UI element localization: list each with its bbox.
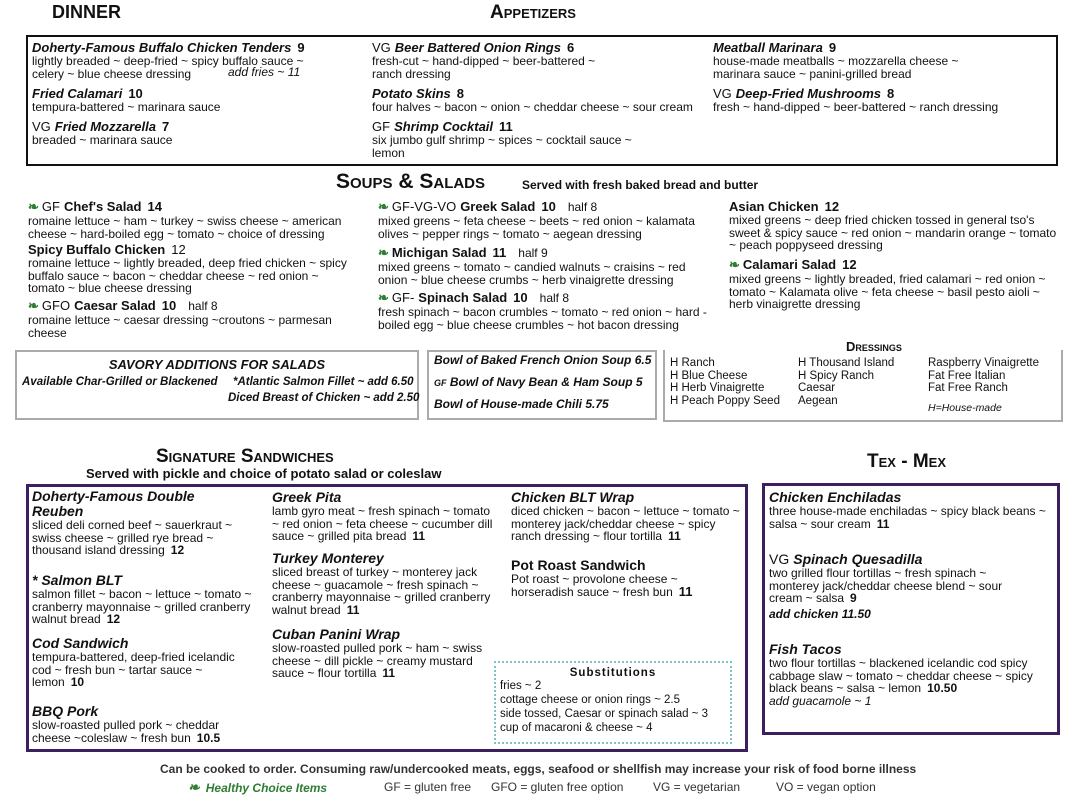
appetizers-title: Appetizers [490, 2, 576, 23]
dressings-title: Dressings [843, 339, 905, 354]
salad-item: ❧ GF Chef's Salad 14 romaine lettuce ~ ham ~ turkey ~ swiss cheese ~ american cheese ~ hard-boiled egg ~ tomato ~ choice of dressing [28, 199, 342, 241]
footer-gfo: GFO = gluten free option [491, 780, 624, 794]
sandwich-item: Greek Pita lamb gyro meat ~ fresh spinach ~ tomato ~ red onion ~ feta cheese ~ cucumber dill sauce ~ grilled pita bread 11 [272, 489, 493, 543]
appetizer-item: VG Fried Mozzarella 7 breaded ~ marinara sauce [32, 119, 173, 147]
leaf-icon: ❧ [28, 298, 39, 313]
footer-gf: GF = gluten free [384, 780, 472, 794]
soup-item: GF Bowl of Navy Bean & Ham Soup 5 [434, 375, 643, 389]
sandwich-item: Pot Roast Sandwich Pot roast ~ provolone cheese ~ horseradish sauce ~ fresh bun 11 [511, 557, 693, 599]
savory-line: Available Char-Grilled or Blackened [22, 376, 218, 388]
leaf-icon: ❧ [378, 245, 389, 260]
dinner-label: DINNER [52, 2, 122, 22]
sandwich-item: Cod Sandwich tempura-battered, deep-fried icelandic cod ~ fresh bun ~ tartar sauce ~ lemon 10 [32, 635, 235, 689]
dressings-col-1: H Ranch H Blue Cheese H Herb Vinaigrette H Peach Poppy Seed [670, 357, 780, 407]
salad-item: ❧ GF-VG-VO Greek Salad 10 half 8 mixed greens ~ feta cheese ~ beets ~ red onion ~ kalamata olives ~ pepper rings ~ tomato ~ aegean dressing [378, 199, 695, 241]
sandwich-item: Cuban Panini Wrap slow-roasted pulled pork ~ ham ~ swiss cheese ~ dill pickle ~ creamy mustard sauce ~ flour tortilla 11 [272, 626, 483, 680]
soup-item: Bowl of House-made Chili 5.75 [434, 397, 609, 411]
salad-item: ❧ Michigan Salad 11 half 9 mixed greens ~ tomato ~ candied walnuts ~ craisins ~ red onion ~ blue cheese crumbs ~ herb vinaigrette dressing [378, 245, 686, 287]
salad-item: Asian Chicken 12 mixed greens ~ deep fried chicken tossed in general tso's sweet & spicy sauce ~ red onion ~ mandarin orange ~ tomato ~ peach poppyseed dressing [729, 199, 1057, 252]
leaf-icon: ❧ [729, 257, 740, 272]
footer-vg: VG = vegetarian [653, 780, 741, 794]
sandwich-item: Doherty-Famous Double Reuben sliced deli corned beef ~ sauerkraut ~ swiss cheese ~ grilled rye bread ~ thousand island dressing 12 [32, 488, 233, 557]
sandwich-item: * Salmon BLT salmon fillet ~ bacon ~ lettuce ~ tomato ~ cranberry mayonnaise ~ grilled cranberry walnut bread 12 [32, 572, 252, 626]
sandwiches-title: Signature Sandwiches [156, 446, 334, 467]
texmex-title: Tex - Mex [867, 451, 947, 472]
leaf-icon: ❧ [188, 779, 200, 795]
salad-item: ❧ Calamari Salad 12 mixed greens ~ lightly breaded, fried calamari ~ red onion ~ tomato ~ Kalamata olive ~ feta cheese ~ basil pesto aioli ~ herb vinaigrette dressing [729, 257, 1046, 311]
texmex-item: Fish Tacos two flour tortillas ~ blackened icelandic cod spicy cabbage slaw ~ tomato ~ cheddar cheese ~ spicy black beans ~ salsa ~ lemon 10.50 add guacamole ~ 1 [769, 641, 1033, 708]
appetizer-item: Meatball Marinara 9 house-made meatballs ~ mozzarella cheese ~ marinara sauce ~ panini-grilled bread [713, 40, 959, 81]
footer-notice: Can be cooked to order. Consuming raw/undercooked meats, eggs, seafood or shellfish may increase your risk of food borne illness [160, 762, 917, 776]
salad-item: Spicy Buffalo Chicken 12 romaine lettuce ~ lightly breaded, deep fried chicken ~ spicy buffalo sauce ~ bacon ~ cheddar cheese ~ red onion ~ tomato ~ blue cheese dressing [28, 242, 347, 295]
appetizer-item: GF Shrimp Cocktail 11 six jumbo gulf shrimp ~ spices ~ cocktail sauce ~ lemon [372, 119, 632, 160]
sandwich-item: Chicken BLT Wrap diced chicken ~ bacon ~ lettuce ~ tomato ~ monterey jack/cheddar cheese ~ spicy ranch dressing ~ flour tortilla 11 [511, 489, 740, 543]
soups-salads-subtitle: Served with fresh baked bread and butter [522, 178, 759, 192]
appetizer-item: Fried Calamari 10 tempura-battered ~ marinara sauce [32, 86, 221, 114]
appetizer-item: VG Deep-Fried Mushrooms 8 fresh ~ hand-dipped ~ beer-battered ~ ranch dressing [713, 86, 999, 114]
leaf-icon: ❧ [378, 290, 389, 305]
substitutions-list: fries ~ 2 cottage cheese or onion rings ~ 2.5 side tossed, Caesar or spinach salad ~ 3 cup of macaroni & cheese ~ 4 [500, 680, 709, 734]
texmex-item: Chicken Enchiladas three house-made enchiladas ~ spicy black beans ~ salsa ~ sour cream 11 [769, 489, 1046, 531]
substitutions-title: Substitutions [569, 667, 657, 679]
texmex-item: VG Spinach Quesadilla two grilled flour tortillas ~ fresh spinach ~ monterey jack/cheddar cheese blend ~ sour cream ~ salsa 9 add chicken 11.50 [769, 551, 1003, 621]
dressings-col-2: H Thousand Island H Spicy Ranch Caesar Aegean [798, 357, 895, 407]
leaf-icon: ❧ [28, 199, 39, 214]
salad-item: ❧ GF- Spinach Salad 10 half 8 fresh spinach ~ bacon crumbles ~ tomato ~ red onion ~ hard -boiled egg ~ blue cheese crumbles ~ hot bacon dressing [378, 290, 707, 332]
dressings-col-3: Raspberry Vinaigrette Fat Free Italian Fat Free Ranch H=House-made [928, 357, 1040, 414]
footer-healthy: ❧ Healthy Choice Items [188, 779, 328, 795]
appetizer-item: Potato Skins 8 four halves ~ bacon ~ onion ~ cheddar cheese ~ sour cream [372, 86, 693, 114]
soups-salads-title: Soups & Salads [336, 170, 486, 193]
leaf-icon: ❧ [378, 199, 389, 214]
sandwiches-subtitle: Served with pickle and choice of potato salad or coleslaw [86, 466, 442, 481]
appetizer-item: VG Beer Battered Onion Rings 6 fresh-cut ~ hand-dipped ~ beer-battered ~ ranch dressing [372, 40, 596, 81]
salad-item: ❧ GFO Caesar Salad 10 half 8 romaine lettuce ~ caesar dressing ~croutons ~ parmesan cheese [28, 298, 332, 340]
savory-title: SAVORY ADDITIONS FOR SALADS [108, 357, 326, 372]
savory-salmon: *Atlantic Salmon Fillet ~ add 6.50 [233, 376, 414, 388]
footer-vo: VO = vegan option [776, 780, 876, 794]
sandwich-item: Turkey Monterey sliced breast of turkey ~ monterey jack cheese ~ guacamole ~ fresh spinach ~ cranberry mayonnaise ~ grilled cranberry walnut bread 11 [272, 550, 491, 617]
savory-chicken: Diced Breast of Chicken ~ add 2.50 [228, 392, 420, 404]
soup-item: Bowl of Baked French Onion Soup 6.5 [434, 353, 652, 367]
sandwich-item: BBQ Pork slow-roasted pulled pork ~ cheddar cheese ~coleslaw ~ fresh bun 10.5 [32, 703, 221, 745]
appetizer-item: Doherty-Famous Buffalo Chicken Tenders 9 lightly breaded ~ deep-fried ~ spicy buffalo sauce ~ celery ~ blue cheese dressing add fries ~ 11 [32, 40, 305, 81]
